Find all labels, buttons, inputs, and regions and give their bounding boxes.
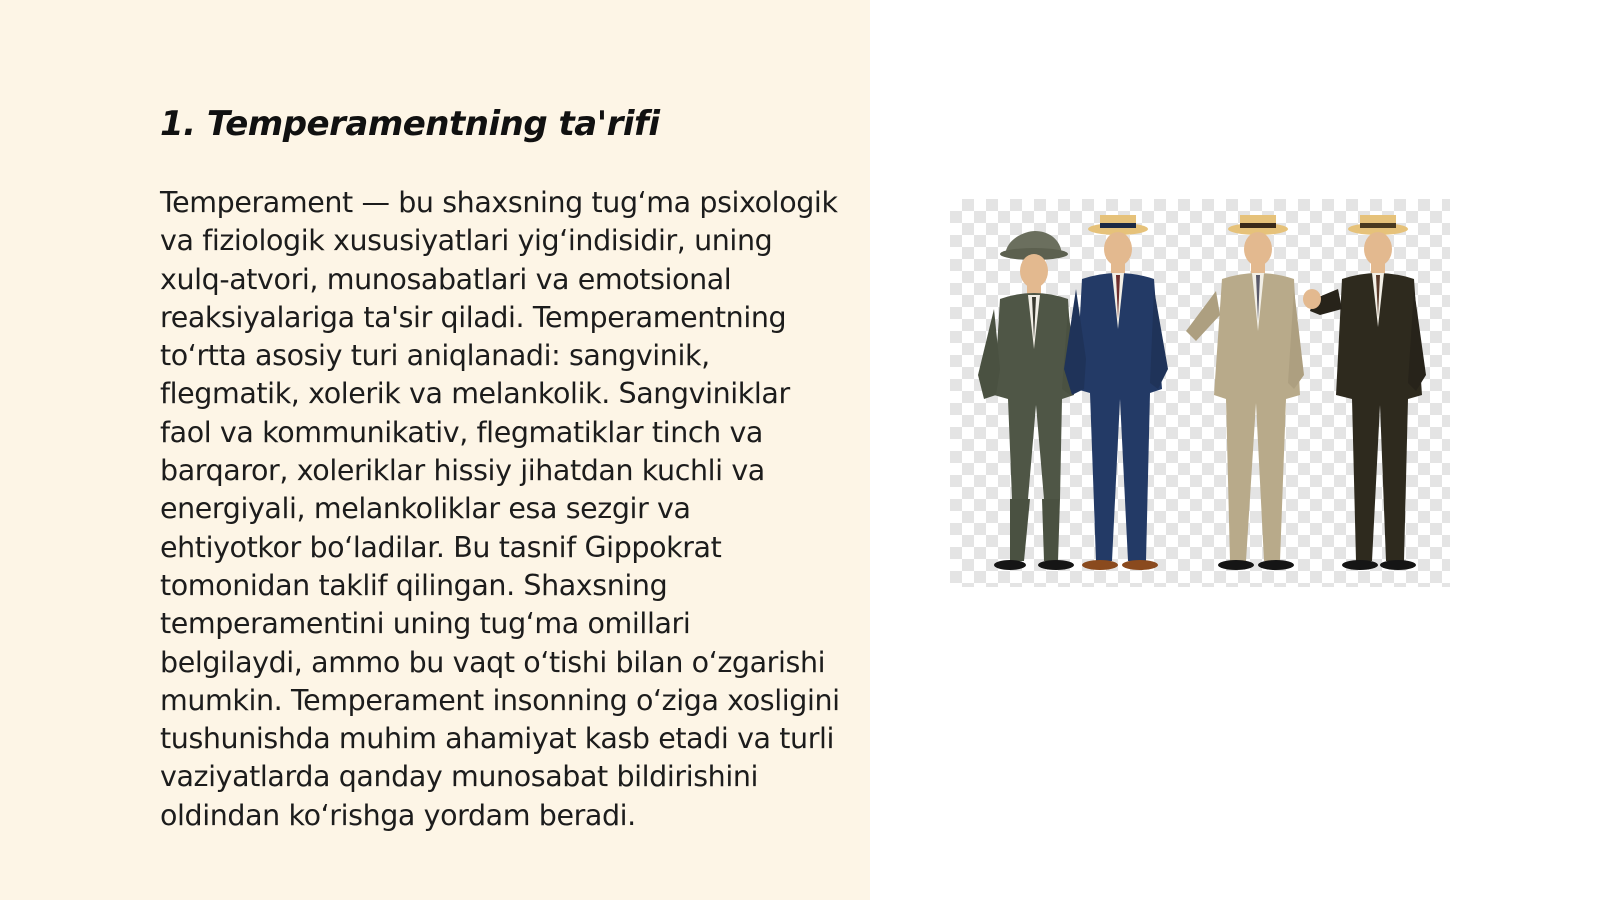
- man-beige-suit-figure: [1186, 215, 1304, 570]
- slide-title: 1. Temperamentning ta'rifi: [160, 104, 660, 144]
- slide-body-text: Temperament — bu shaxsning tug‘ma psixologik va fiziologik xususiyatlari yig‘indisidir, uning xulq-atvori, munosabatlari va emotsional reaksiyalariga ta'sir qiladi. Temperamentning to‘rtta asosiy turi aniqlanadi: sangvinik, flegmatik, xolerik va melankolik. Sangviniklar faol va kommunikativ, flegmatiklar tinch va barqaror, xoleriklar hissiy jihatdan kuchli va energiyali, melankoliklar esa sezgir va ehtiyotkor bo‘ladilar. Bu tasnif Gippokrat tomonidan taklif qilingan. Shaxsning temperamentini uning tug‘ma omillari belgilaydi, ammo bu vaqt o‘tishi bilan o‘zgarishi mumkin. Temperament insonning o‘ziga xosligini tushunishda muhim ahamiyat kasb etadi va turli vaziyatlarda qanday munosabat bildirishini oldindan ko‘rishga yordam beradi.: [160, 186, 840, 832]
- man-green-suit-figure: [978, 231, 1078, 570]
- vintage-gentlemen-illustration: [950, 199, 1450, 587]
- man-navy-suit-figure: [1064, 215, 1168, 570]
- man-dark-brown-suit-figure: [1303, 215, 1426, 570]
